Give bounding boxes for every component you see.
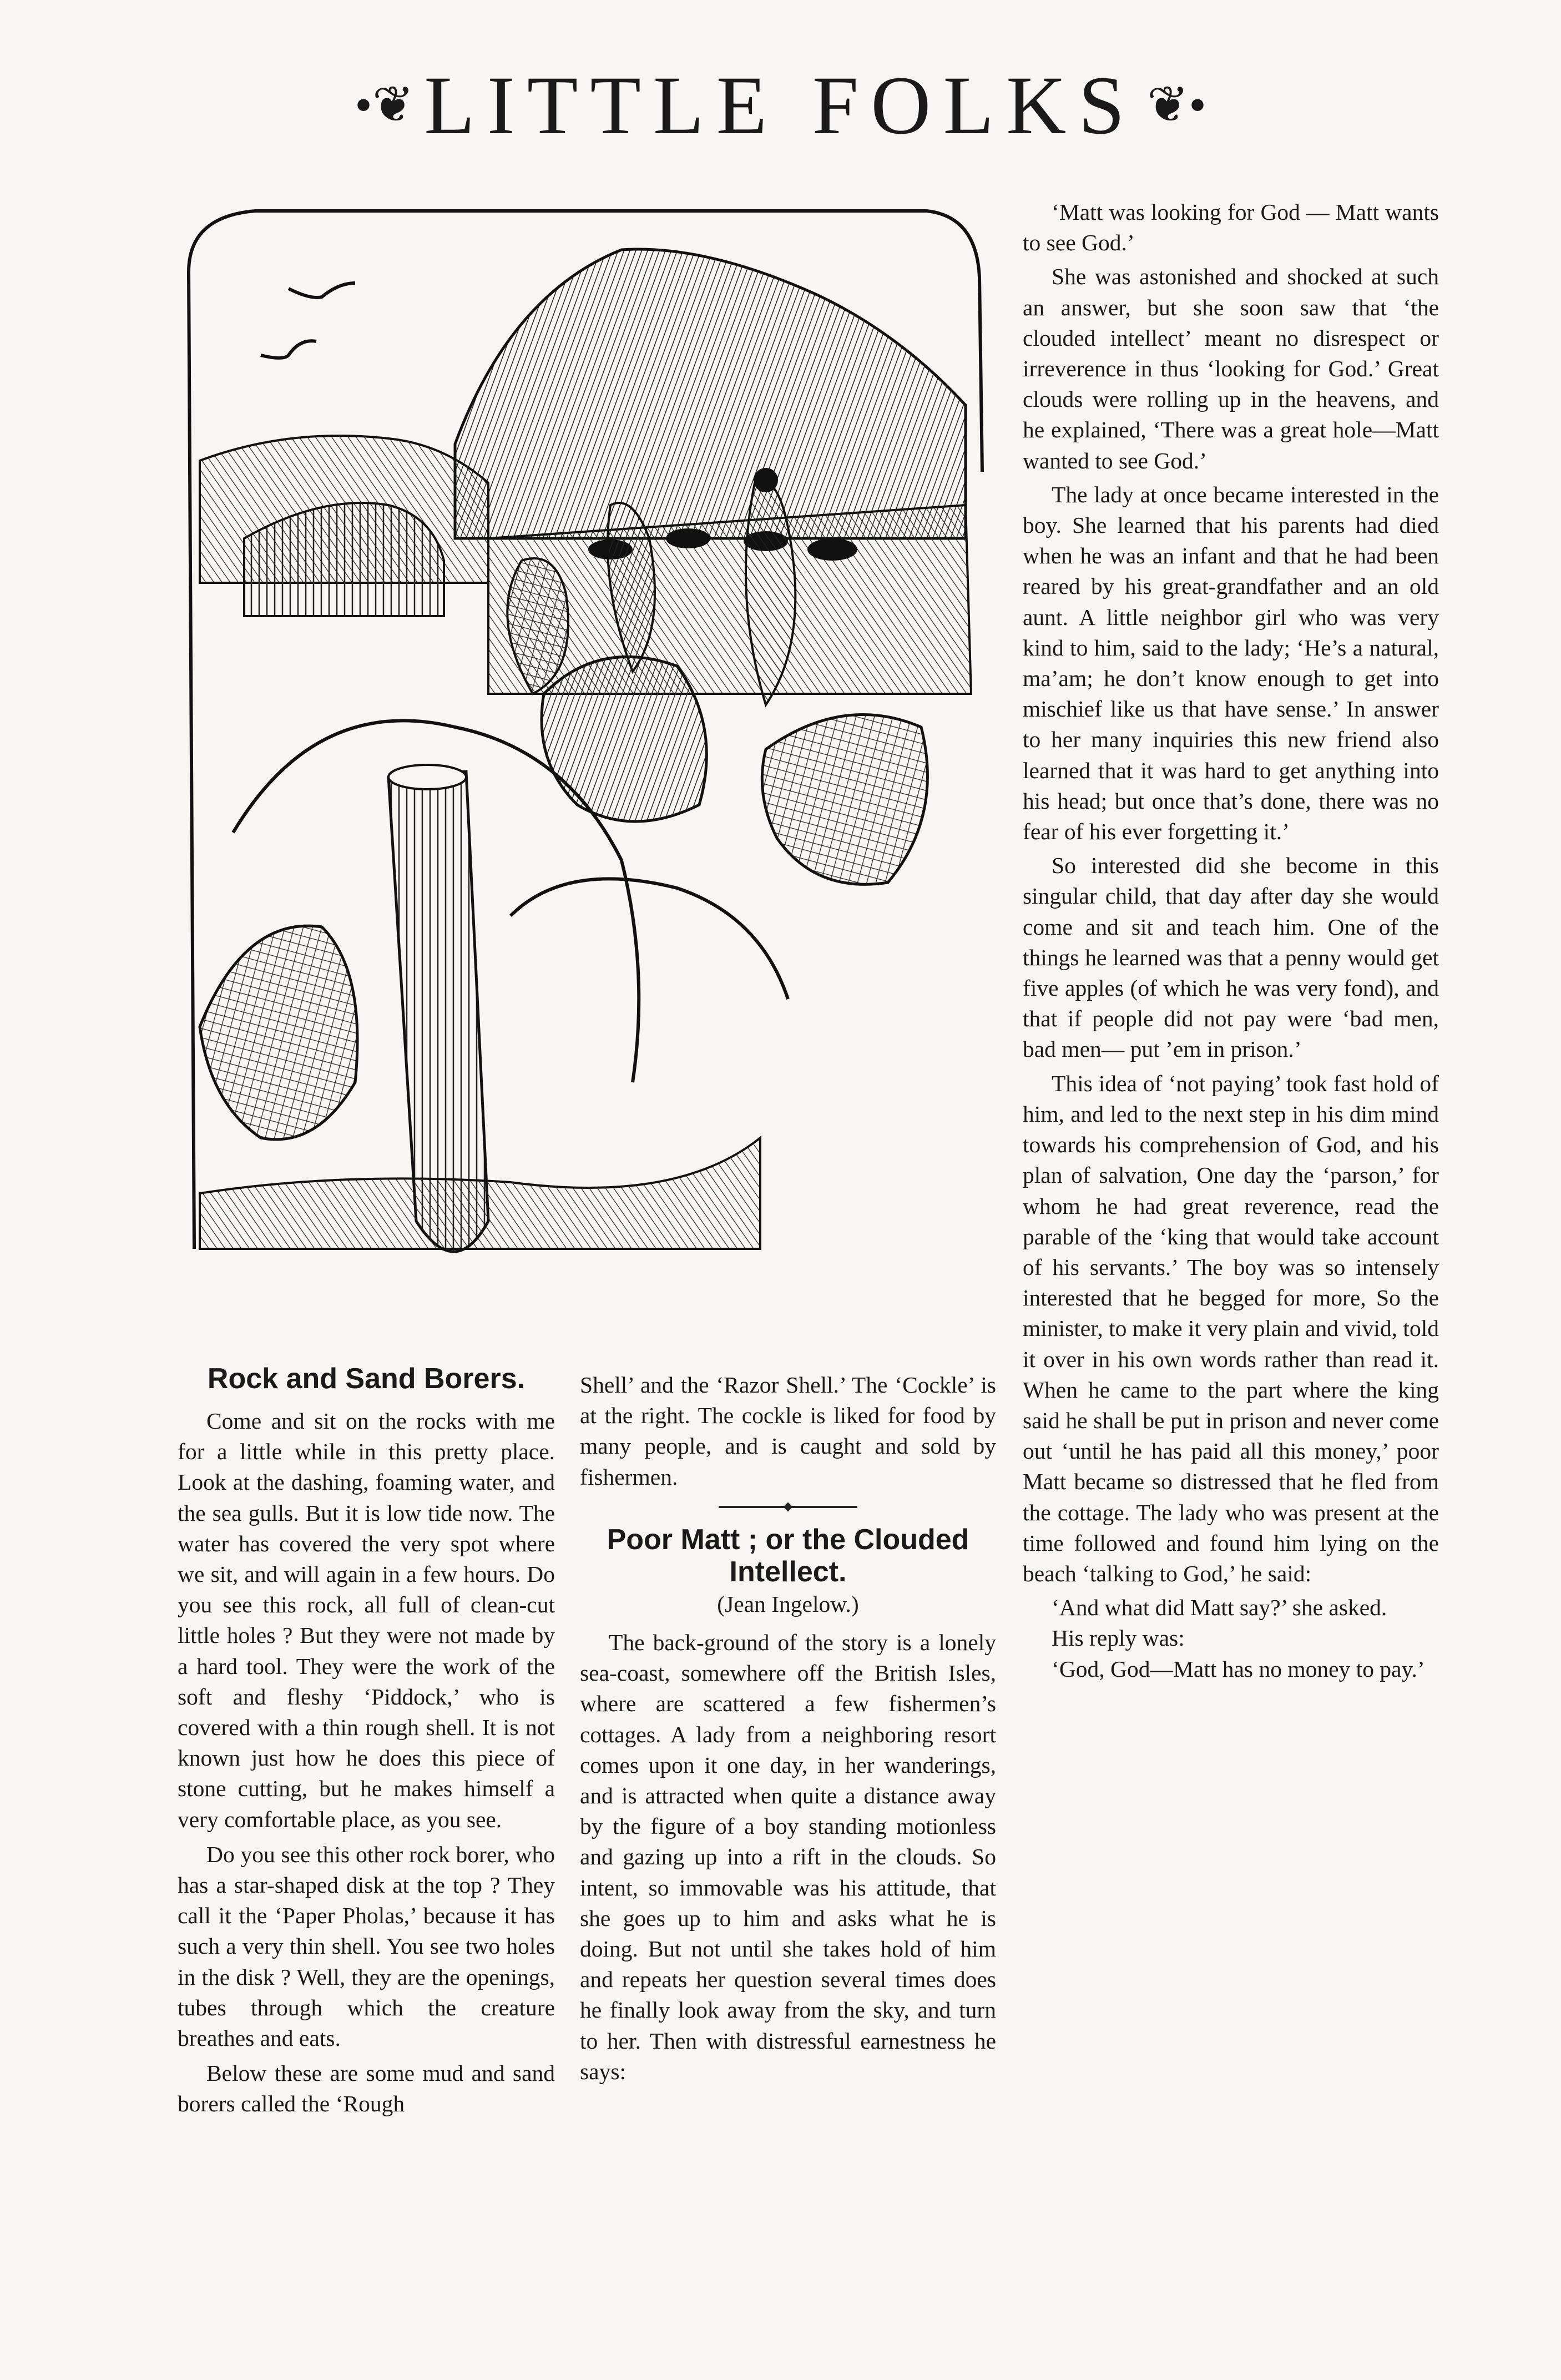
paragraph: Do you see this other rock borer, who has a star-shaped disk at the top ? They call it the ‘Paper Pholas,’ because it has such a very thin shell. You see two holes in the disk ? Well, they are the openings, tubes through which the creature breathes and eats. xyxy=(178,1841,555,2051)
paragraph: This idea of ‘not paying’ took fast hold of him, and led to the next step in his dim mind towards his comprehension of God, and his plan of salvation, One day the ‘parson,’ for whom he had great reverence, read the parable of the ‘king that would take account of his servants.’ The boy was so intensely interested that he begged for more, So the minister, to make it very plain and vivid, told it over in his own words rather than read it. When he came to the part where the king said he shall be put in prison and never come out ‘until he has paid all this money,’ poor Matt became so distressed that he fled from the cottage. The lady who was present at the time followed and found him lying on the beach ‘talking to God,’ he said: xyxy=(1023,1070,1439,1586)
article-col3 xyxy=(1023,197,1439,1685)
paragraph: His reply was: xyxy=(1052,1625,1185,1651)
right-flourish-icon: ❦• xyxy=(1146,78,1206,133)
paragraph: Below these are some mud and sand borers called the ‘Rough xyxy=(178,2060,555,2117)
paragraph: ‘Matt was looking for God — Matt wants to see God.’ xyxy=(1023,199,1439,256)
paragraph: Shell’ and the ‘Razor Shell.’ The ‘Cockle’ is at the right. The cockle is liked for food by many people, and is caught and sold by fishermen. xyxy=(580,1372,996,1490)
article-col2 xyxy=(580,1370,996,2087)
masthead xyxy=(0,50,1561,161)
paragraph: ‘God, God—Matt has no money to pay.’ xyxy=(1052,1656,1425,1682)
byline: (Jean Ingelow.) xyxy=(717,1591,859,1617)
article-heading: Poor Matt ; or the Clouded Intellect. xyxy=(607,1523,969,1588)
article-heading: Rock and Sand Borers. xyxy=(207,1363,526,1395)
paragraph: The lady at once became interested in the boy. She learned that his parents had died when he was an infant and that he had been reared by his great-grandfather and an old aunt. A little neighbor girl who was very kind to him, said to the lady; ‘He’s a natural, ma’am; he don’t know enough to get into mischief like us that have sense.’ In answer to her many inquiries this new friend also learned that it was hard to get anything into his head; but once that’s done, there was no fear of his ever forgetting it.’ xyxy=(1023,481,1439,845)
paragraph: Come and sit on the rocks with me for a little while in this pretty place. Look at the dashing, foaming water, and the sea gulls. But it is low tide now. The water has covered the very spot where we sit, and will again in a few hours. Do you see this rock, all full of clean-cut little holes ? But they were not made by a hard tool. They were the work of the soft and fleshy ‘Piddock,’ who is covered with a thin rough shell. It is not known just how he does this piece of stone cutting, but he makes himself a very comfortable place, as you see. xyxy=(178,1408,555,1832)
paragraph: So interested did she become in this singular child, that day after day she would come and sit and teach him. One of the things he learned was that a penny would get five apples (of which he was very fond), and that if people did not pay were ‘bad men, bad men— put ’em in prison.’ xyxy=(1023,853,1439,1062)
masthead-title: LITTLE FOLKS xyxy=(424,59,1137,152)
left-flourish-icon: •❦ xyxy=(355,78,415,133)
paragraph: The back-ground of the story is a lonely sea-coast, somewhere off the British Isles, where are scattered a few fishermen’s cottages. A lady from a neighboring resort comes upon it one day, in her wanderings, and is attracted when quite a distance away by the figure of a boy standing motionless and gazing up into a rift in the clouds. So intent, so immovable was his attitude, that she goes up to him and asks what he is doing. But not until she takes hold of him and repeats her question several times does he finally look away from the sky, and turn to her. Then with distressful earnestness he says: xyxy=(580,1630,996,2084)
paragraph: She was astonished and shocked at such an answer, but she soon saw that ‘the clouded intellect’ meant no disrespect or irreverence in thus ‘looking for God.’ Great clouds were rolling up in the heavens, and he explained, ‘There was a great hole—Matt wanted to see God.’ xyxy=(1023,264,1439,473)
section-divider xyxy=(719,1506,857,1508)
article-rock-borers-col1 xyxy=(178,1363,555,2120)
seashell-rock-borers-illustration xyxy=(178,194,993,1304)
paragraph: ‘And what did Matt say?’ she asked. xyxy=(1052,1595,1387,1621)
